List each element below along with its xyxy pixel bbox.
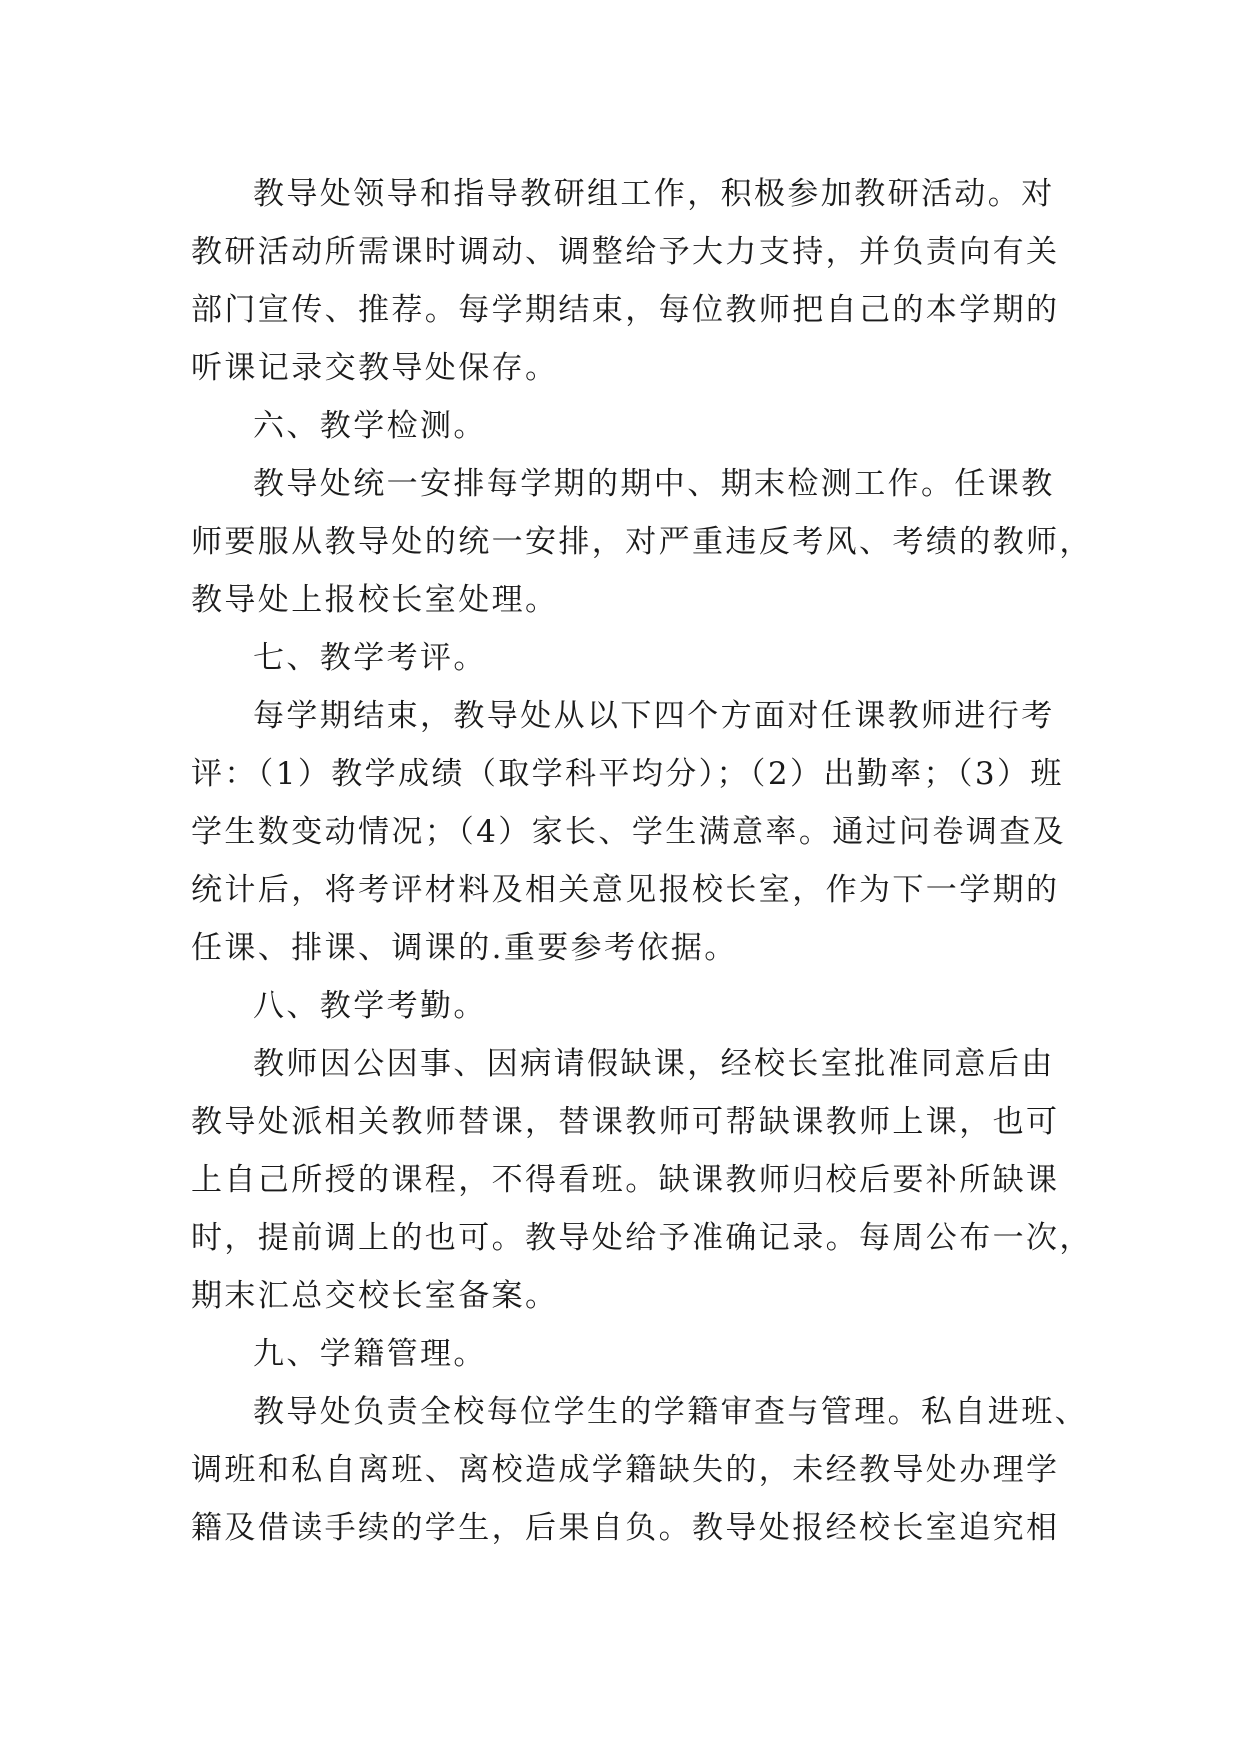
paragraph-line: 每学期结束，教导处从以下四个方面对任课教师进行考: [253, 698, 1055, 734]
section-heading: 六、教学检测。: [253, 408, 487, 444]
paragraph-line: 听课记录交教导处保存。: [191, 350, 559, 386]
paragraph-line: 任课、排课、调课的.重要参考依据。: [191, 930, 738, 966]
paragraph-line: 统计后，将考评材料及相关意见报校长室，作为下一学期的: [191, 872, 1060, 908]
paragraph-line: 调班和私自离班、离校造成学籍缺失的，未经教导处办理学: [191, 1452, 1060, 1488]
paragraph-line: 教导处领导和指导教研组工作，积极参加教研活动。对: [253, 176, 1055, 212]
paragraph-line: 时，提前调上的也可。教导处给予准确记录。每周公布一次，: [191, 1220, 1093, 1256]
paragraph-line: 教导处派相关教师替课，替课教师可帮缺课教师上课，也可: [191, 1104, 1060, 1140]
section-heading: 八、教学考勤。: [253, 988, 487, 1024]
section-heading: 七、教学考评。: [253, 640, 487, 676]
paragraph-line: 教研活动所需课时调动、调整给予大力支持，并负责向有关: [191, 234, 1060, 270]
paragraph-line: 师要服从教导处的统一安排，对严重违反考风、考绩的教师，: [191, 524, 1093, 560]
paragraph-line: 籍及借读手续的学生，后果自负。教导处报经校长室追究相: [191, 1510, 1060, 1546]
paragraph-line: 教导处统一安排每学期的期中、期末检测工作。任课教: [253, 466, 1055, 502]
paragraph-line: 学生数变动情况；（4）家长、学生满意率。通过问卷调查及: [191, 814, 1067, 850]
paragraph-line: 教导处负责全校每位学生的学籍审查与管理。私自进班、: [253, 1394, 1088, 1430]
paragraph-line: 教导处上报校长室处理。: [191, 582, 559, 618]
paragraph-line: 期末汇总交校长室备案。: [191, 1278, 559, 1314]
paragraph-line: 部门宣传、推荐。每学期结束，每位教师把自己的本学期的: [191, 292, 1060, 328]
paragraph-line: 评：（1）教学成绩（取学科平均分）；（2）出勤率；（3）班: [191, 756, 1064, 792]
section-heading: 九、学籍管理。: [253, 1336, 487, 1372]
paragraph-line: 上自己所授的课程，不得看班。缺课教师归校后要补所缺课: [191, 1162, 1060, 1198]
paragraph-line: 教师因公因事、因病请假缺课，经校长室批准同意后由: [253, 1046, 1055, 1082]
document-body: [191, 165, 1093, 1557]
